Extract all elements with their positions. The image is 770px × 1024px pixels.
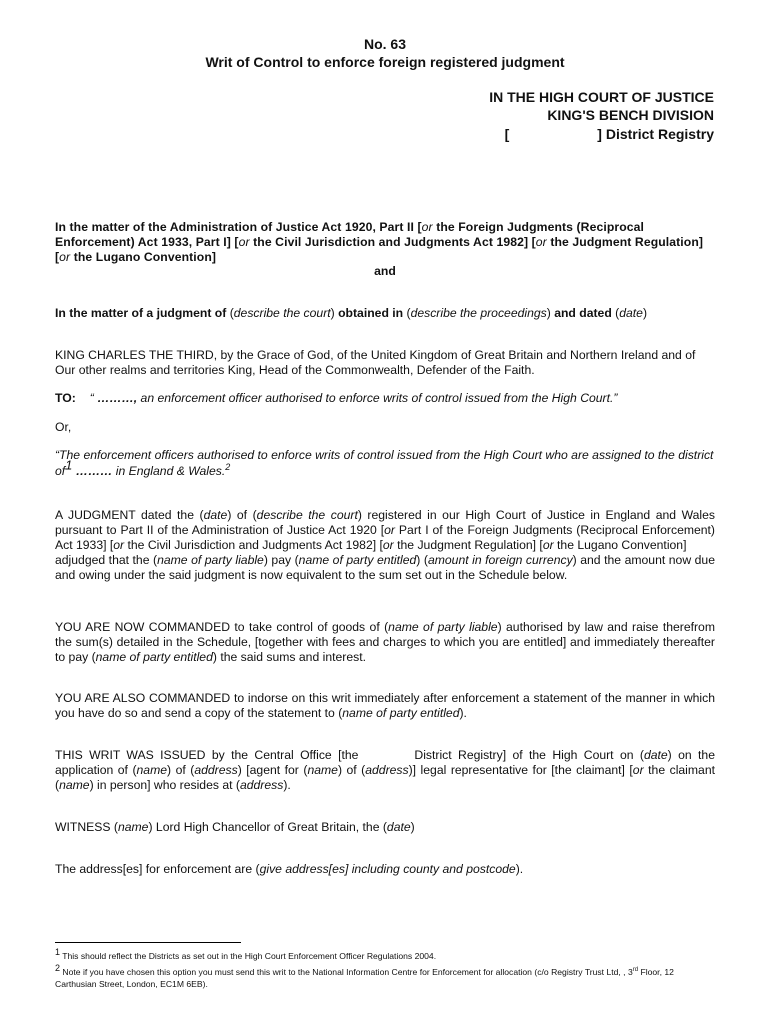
matter-statutes: In the matter of the Administration of Justice Act 1920, Part II [or the Foreign Judgments (Reciprocal Enforcement) Act 1933, Part I] [or the Civil Jurisdiction and Judgments Act 1982] [or the Judgment Regulation] [or the Lugano Convention]	[55, 220, 704, 264]
judgment-matter: In the matter of a judgment of (describe the court) obtained in (describe the proceedings) and dated (date)	[55, 306, 648, 320]
officers-line: “The enforcement officers authorised to enforce writs of control issued from the High Court who are assigned to the district $of^1$ ……… in England & Wales.$^2$	[55, 448, 714, 478]
form-number: No. 63	[363, 36, 406, 52]
matter-and: and	[374, 264, 396, 278]
or-line: Or,	[55, 420, 72, 434]
to-line: TO: “ ………, an enforcement officer authorised to enforce writs of control issued from the High Court.”	[55, 391, 618, 405]
judgment-paragraph: A JUDGMENT dated the (date) of (describe the court) registered in our High Court of Justice in England and Wales pursuant to Part II of the Administration of Justice Act 1920 [or Part I of the Foreign Judgments (Reciprocal Enforcement) Act 1933] [or the Civil Jurisdiction and Judgments Act 1982] [or the Judgment Regulation] [or the Lugano Convention] adjudged that the (name of party liable) pay (name of party entitled) (amount in foreign currency) and the amount now due and owing under the said judgment is now equivalent to the sum set out in the Schedule below.	[55, 508, 715, 582]
footnote-2: $^2$ Note if you have chosen this option you must send this writ to the National Information Centre for Enforcement for allocation (c/o Registry Trust Ltd, , 3rd Floor, 12 Carthusian Street, London, EC1M 6EB).	[55, 963, 674, 989]
footnote-divider	[55, 942, 241, 943]
issued-paragraph: THIS WRIT WAS ISSUED by the Central Office [the District Registry] of the High Court on (date) on the application of (name) of (address) [agent for (name) of (address)] legal representative for [the claimant] [or the claimant (name) in person] who resides at (address).	[55, 748, 715, 792]
registry-bracket: [	[504, 126, 510, 142]
form-title: Writ of Control to enforce foreign registered judgment	[205, 54, 565, 70]
court-name: IN THE HIGH COURT OF JUSTICE	[489, 89, 714, 105]
king-preamble: KING CHARLES THE THIRD, by the Grace of God, of the United Kingdom of Great Britain and Northern Ireland and of Our other realms and territories King, Head of the Commonwealth, Defender of the Faith.	[55, 348, 696, 377]
footnote-1: $^1$ This should reflect the Districts as set out in the High Court Enforcement Officer Regulations 2004.	[55, 947, 437, 961]
enforcement-addresses: The address[es] for enforcement are (give address[es] including county and postcode).	[55, 862, 524, 876]
registry-label: ] District Registry	[597, 126, 714, 142]
commanded-paragraph: YOU ARE NOW COMMANDED to take control of goods of (name of party liable) authorised by law and raise therefrom the sum(s) detailed in the Schedule, [together with fees and charges to which you are entitled] and immediately thereafter to pay (name of party entitled) the said sums and interest.	[55, 620, 715, 664]
court-division: KING'S BENCH DIVISION	[547, 107, 714, 123]
district-registry	[505, 125, 714, 143]
also-commanded-paragraph: YOU ARE ALSO COMMANDED to indorse on this writ immediately after enforcement a statement of the manner in which you have do so and send a copy of the statement to (name of party entitled).	[55, 691, 715, 720]
witness-line: WITNESS (name) Lord High Chancellor of Great Britain, the (date)	[55, 820, 415, 834]
